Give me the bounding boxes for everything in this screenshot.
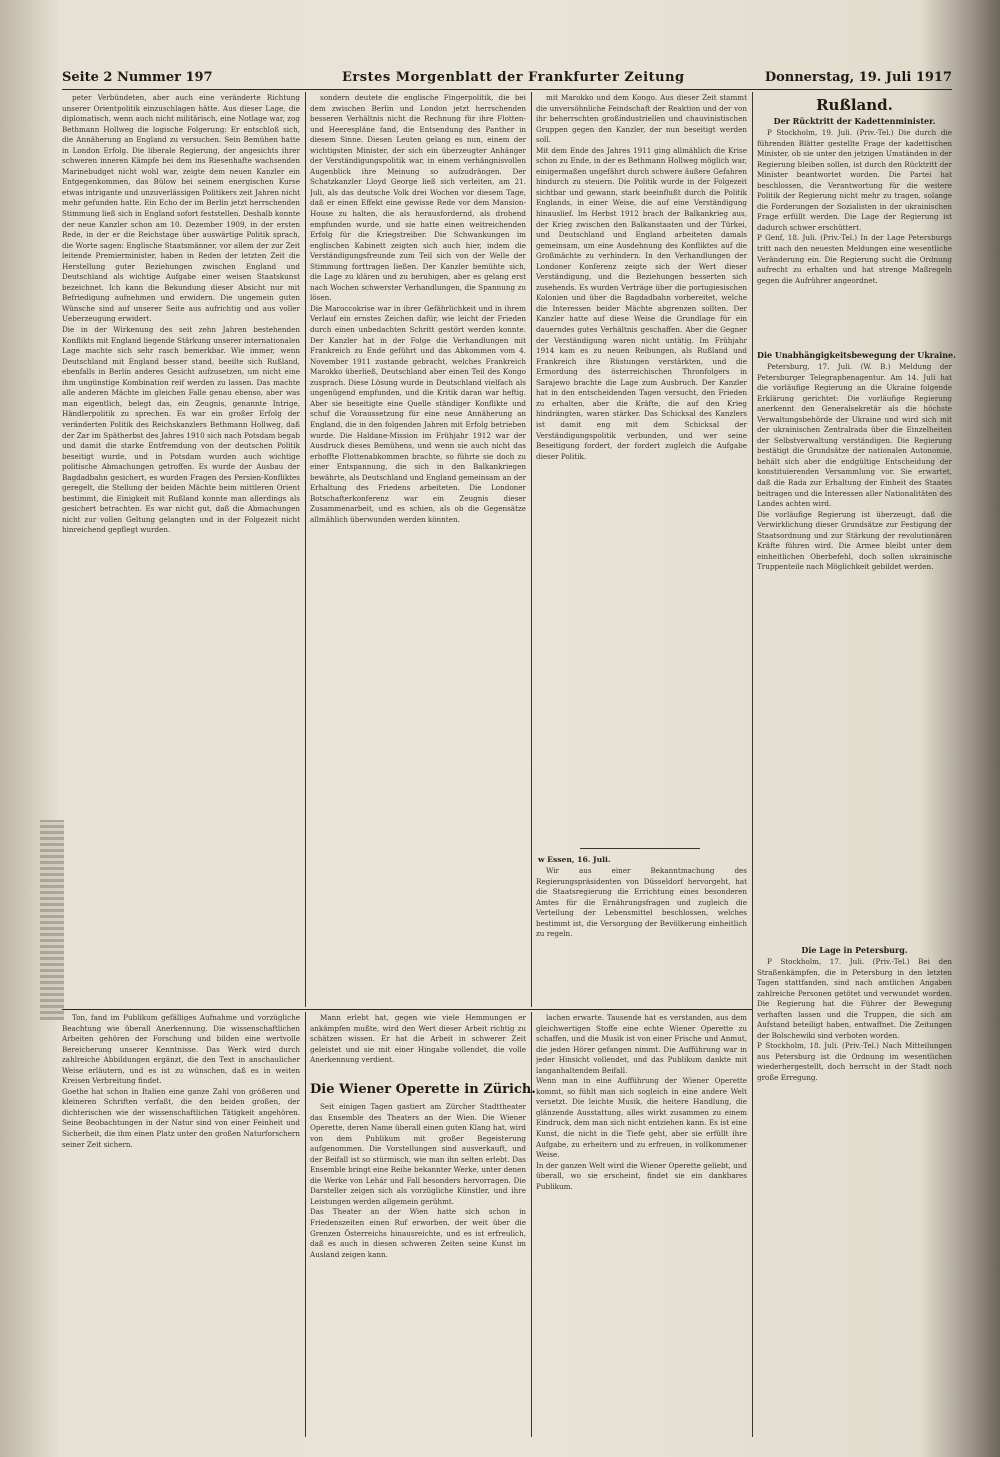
subheading-ukraine: Die Unabhängigkeitsbewegung der Ukraine. xyxy=(757,350,956,360)
article-column-2 xyxy=(310,93,526,1005)
news-item-ukraine xyxy=(757,362,952,937)
article-text: mit Marokko und dem Kongo. Aus dieser Zeit stammt die unversöhnliche Feindschaft der Reaktion und der von ihr beherrschten großindustriellen und chauvinistischen Gruppen gegen den Kanzler, der nun beseitigt werden soll. Mit dem Ende des Jahres 1911 ging allmählich die Krise schon zu Ende, in der es Bethmann Hollweg möglich war, einigermaßen ungefährt durch schwere äußere Gefahren hindurch zu steuern. Die Politik wurde in der Folgezeit sichtbar und gewann, stark beeinflußt durch die Politik Englands, in einer Weise, die auf eine Verständigung hinauslief. Im Herbst 1912 brach der Balkankrieg aus, der Krieg zwischen den Balkanstaaten und der Türkei, und Deutschland und England arbeiteten damals gemeinsam, um eine Ausdehnung des Konfliktes auf die Großmächte zu verhindern. In den Verhandlungen der Londoner Konferenz zeigte sich der Wert dieser Verständigung, und die Beziehungen besserten sich zusehends. Es wurden Verträge über die portugiesischen Kolonien und über die Bagdadbahn vorbereitet, welche die Interessen beider Mächte abgrenzen sollten. Der Kanzler hatte auf diese Weise die Grundlage für ein dauerndes gutes Verhältnis geschaffen. Aber die Gegner der Verständigung waren nicht untätig. Im Frühjahr 1914 kam es zu neuen Reibungen, als Rußland und Frankreich ihre Rüstungen verstärkten, und die Ermordung des österreichischen Thronfolgers in Sarajewo brachte die Lage zum Ausbruch. Der Kanzler hat in den entscheidenden Tagen versucht, den Frieden zu erhalten, aber die Kräfte, die auf den Krieg hindrängten, waren stärker. Das Schicksal des Kanzlers ist damit eng mit dem Schicksal der Verständigungspolitik verbunden, und wer seine Beseitigung fordert, der fordert zugleich die Aufgabe dieser Politik. xyxy=(536,93,747,461)
article-text: peter Verbündeten, aber auch eine veränderte Richtung unserer Orientpolitik einzuschlagen hätte. Aus dieser Lage, die diplomatisch, wenn auch nicht militärisch, eine Notlage war, zog Bethmann Hollweg die logische Folgerung: Er entschloß sich, die Annäherung an England zu versuchen. Sein Bemühen hatte in London Erfolg. Die liberale Regierung, der angesichts ihrer schweren inneren Kämpfe bei dem ins Riesenhafte wachsenden Marinebudget nicht wohl war, zeigte dem neuen Kanzler ein Entgegenkommen, das Bülow bei seinem energischen Kurse etwas intrigante und unzuverlässigen Politikers zeit Jahren nicht mehr gefunden hatte. Ein Echo der im Berlin jetzt herrschenden Stimmung ließ sich in England sofort feststellen. Deshalb konnte der neue Kanzler schon am 10. Dezember 1909, in der ersten Rede, in der er die Reichstage über auswärtige Politik sprach, die Worte sagen: Englische Staatsmänner, vor allem der zur Zeit leitende Premierminister, haben in Reden der letzten Zeit die Herstellung guter Beziehungen zwischen England und Deutschland als wichtige Aufgabe einer weisen Staatskunst bezeichnet. Ich kann die Bekundung dieser Absicht nur mit Befriedigung aufnehmen und erwidern. Die ungemein guten Wünsche sind auf unserer Seite aus aufrichtig und aus voller Ueberzeugung erwidert. Die in der Wirkenung des seit zehn Jahren bestehenden Konflikts mit England liegende Stärkung unserer internationalen Lage machte sich sehr rasch bemerkbar. Wie immer, wenn Deutschland mit England besser stand, beeilte sich Rußland, ebenfalls in Berlin anderes Gesicht aufzusetzen, um nicht eine ihm ungünstige Kombination reif werden zu lassen. Das machte alle anderen Mächte im gleichen Falle genau ebenso, aber was man eigentlich, belegt das, ein Zeugnis, genannte Intrige, Händlerpolitik zu sprechen. Es war ein großer Erfolg der veränderten Politik des Reichskanzlers Bethmann Hollweg, daß der Zar im Spätherbst des Jahres 1910 sich nach Potsdam begab und damit die starke Entfremdung von der deutschen Politik beseitigt wurde, und in Potsdam wurden auch wichtige politische Abmachungen getroffen. Es wurde der Ausbau der Bagdadbahn gesichert, es wurden Fragen des Persien-Konfliktes geregelt, die Stellung der beiden Mächte beim mittleren Orient bestimmt, die Einigkeit mit Rußland konnte man allerdings als gesichert betrachten. Es war nicht gut, daß die Abmachungen nicht zur vollen Geltung gelangten und in der Folgezeit nicht hinreichend gepflegt wurden. xyxy=(62,93,300,535)
article-text: Mann erlebt hat, gegen wie viele Hemmungen er ankämpfen mußte, wird den Wert dieser Arbeit richtig zu schätzen wissen. Er hat die Arbeit in schwerer Zeit geleistet und sie mit einer Hingabe vollendet, die volle Anerkennung verdient. xyxy=(310,1013,526,1065)
operetta-title: Die Wiener Operette in Zürich. xyxy=(310,1082,536,1097)
binding-edge xyxy=(0,0,58,1457)
column-divider xyxy=(531,1012,532,1437)
article-text: P Stockholm, 19. Juli. (Priv.-Tel.) Die durch die führenden Blätter gestellte Frage der kadettischen Minister, ob sie unter den jetzigen Umständen in der Regierung bleiben sollen, ist durch den Rücktritt der Minister beantwortet worden. Die Partei hat beschlossen, die Verantwortung für die weitere Politik der Regierung nicht mehr zu tragen, solange die Forderungen der Sozialisten in der ukrainischen Frage erfüllt werden. Die Lage der Regierung ist dadurch schwer erschüttert. P Genf, 18. Juli. (Priv.-Tel.) In der Lage Petersburgs tritt nach den neuesten Meldungen eine wesentliche Veränderung ein. Die Regierung sucht die Ordnung aufrecht zu erhalten und hat strenge Maßregeln gegen die Aufrührer angeordnet. xyxy=(757,128,952,285)
column-divider xyxy=(305,1012,306,1437)
article-text: lachen erwarte. Tausende hat es verstanden, aus dem gleichwertigen Stoffe eine echte Wiener Operette zu schaffen, und die Musik ist von einer Frische und Anmut, die jeden Hörer gefangen nimmt. Die Aufführung war in jeder Hinsicht vollendet, und das Publikum dankte mit langanhaltendem Beifall. Wenn man in eine Aufführung der Wiener Operette kommt, so fühlt man sich sogleich in eine andere Welt versetzt. Die leichte Musik, die heitere Handlung, die glänzende Ausstattung, alles wirkt zusammen zu einem Eindruck, dem man sich nicht entziehen kann. Es ist eine Kunst, die nicht in die Tiefe geht, aber sie erfüllt ihre Aufgabe, zu erheitern und zu erfreuen, in vollkommener Weise. In der ganzen Welt wird die Wiener Operette geliebt, und überall, wo sie erscheint, findet sie ein dankbares Publikum. xyxy=(536,1013,747,1191)
article-text: Wir aus einer Bekanntmachung des Regierungspräsidenten von Düsseldorf hervorgeht, hat die Staatsregierung die Errichtung eines besonderen Amtes für die Ernährungsfragen und zugleich die Verteilung der Lebensmittel beschlossen, welches bestimmt ist, die Versorgung der Bevölkerung einheitlich zu regeln. xyxy=(536,866,747,939)
article-column-1 xyxy=(62,93,300,1005)
page-number: Seite 2 Nummer 197 xyxy=(62,70,213,85)
column-divider xyxy=(752,92,753,1437)
news-item-cadet-ministers xyxy=(757,128,952,343)
article-column-3 xyxy=(536,93,747,845)
column-divider xyxy=(305,92,306,1007)
article-text: P Stockholm, 17. Juli. (Priv.-Tel.) Bei den Straßenkämpfen, die in Petersburg in den letzten Tagen stattfanden, sind nach amtlichen Angaben zahlreiche Personen getötet und verwundet worden. Die Regierung hat die Führer der Bewegung verhaften lassen und die Truppen, die sich am Aufstand beteiligt haben, entwaffnet. Die Zeitungen der Bolschewiki sind verboten worden. P Stockholm, 18. Juli. (Priv.-Tel.) Nach Mitteilungen aus Petersburg ist die Ordnung im wesentlichen wiederhergestellt, doch herrscht in der Stadt noch große Erregung. xyxy=(757,957,952,1083)
feuilleton-column-1 xyxy=(62,1013,300,1435)
paper-stain xyxy=(40,820,64,1020)
dateline-essen: w Essen, 16. Juli. xyxy=(538,855,611,864)
issue-date: Donnerstag, 19. Juli 1917 xyxy=(764,70,952,85)
operetta-review xyxy=(310,1102,526,1435)
column-divider xyxy=(531,92,532,1007)
article-text: Seit einigen Tagen gastiert am Zürcher Stadttheater das Ensemble des Theaters an der Wien. Die Wiener Operette, deren Name überall einen guten Klang hat, wird von dem Publikum mit großer Begeisterung aufgenommen. Die Vorstellungen sind ausverkauft, und der Beifall ist so stürmisch, wie man ihn selten erlebt. Das Ensemble bringt eine Reihe bekannter Werke, unter denen die Werke von Lehár und Fall besonders hervorragen. Die Darsteller zeigen sich als vorzügliche Künstler, und ihre Leistungen werden allgemein gerühmt. Das Theater an der Wien hatte sich schon in Friedenszeiten einen Ruf erworben, der weit über die Grenzen Österreichs hinausreichte, und es ist erfreulich, daß es auch in diesen schweren Zeiten seine Kunst im Ausland zeigen kann. xyxy=(310,1102,526,1259)
subheading-petersburg: Die Lage in Petersburg. xyxy=(801,945,908,955)
page-header xyxy=(62,66,952,88)
news-item-essen xyxy=(536,866,747,1006)
article-separator xyxy=(580,848,700,849)
article-text: Ton, fand im Publikum gefälliges Aufnahme und vorzügliche Beachtung wie überall Anerkennung. Die wissenschaftlichen Arbeiten gehören der Forschung und bilden eine wertvolle Bereicherung unserer Kenntnisse. Das Werk wird durch zahlreiche Abbildungen ergänzt, die den Text in anschaulicher Weise erläutern, und es ist zu wünschen, daß es in weiten Kreisen Verbreitung findet. Goethe hat schon in Italien eine ganze Zahl von größeren und kleineren Schriften verfaßt, die den beiden großen, der dichterischen wie der wissenschaftlichen Tätigkeit angehören. Seine Beobachtungen in der Natur sind von einer Feinheit und Sicherheit, die ihm einen Platz unter den großen Naturforschern seiner Zeit sichern. xyxy=(62,1013,300,1149)
masthead: Erstes Morgenblatt der Frankfurter Zeitung xyxy=(342,70,685,85)
subheading-cadet-ministers: Der Rücktritt der Kadettenminister. xyxy=(773,116,936,126)
feuilleton-column-2-top xyxy=(310,1013,526,1075)
article-text: Petersburg, 17. Juli. (W. B.) Meldung der Petersburger Telegraphenagentur. Am 14. Juli hat die vorläufige Regierung an die Ukraine folgende Erklärung gerichtet: Die vorläufige Regierung anerkennt den Generalsekretär als die höchste Verwaltungsbehörde der Ukraine und wird sich mit der ukrainischen Zentralrada über die Einzelheiten der Selbstverwaltung verständigen. Die Regierung bestätigt die Grundsätze der nationalen Autonomie, behält sich aber die endgültige Entscheidung der konstituierenden Versammlung vor. Sie erwartet, daß die Rada zur Erhaltung der Einheit des Staates beitragen und die Interessen aller Nationalitäten des Landes achten wird. Die vorläufige Regierung ist überzeugt, daß die Verwirklichung dieser Grundsätze zur Festigung der Staatsordnung und zur Stärkung der revolutionären Kräfte führen wird. Die Armee bleibt unter dem einheitlichen Oberbefehl, doch sollen ukrainische Truppenteile nach Möglichkeit gebildet werden. xyxy=(757,362,952,572)
news-item-petersburg xyxy=(757,957,952,1435)
feuilleton-column-3 xyxy=(536,1013,747,1435)
header-rule xyxy=(62,89,952,90)
article-text: sondern deutete die englische Fingerpolitik, die bei dem zwischen Berlin und London jetzt herrschenden besseren Verhältnis nicht die Rechnung für ihre Flotten- und Heerespläne fand, die Entsendung des Panther in diesem Sinne. Diesen Leuten gelang es nun, einem der wichtigsten Minister, der sich ein überzeugter Anhänger der Verständigungspolitik war, in einem verhängnisvollen Augenblick ihre Meinung so aufzudrängen. Der Schatzkanzler Lloyd George ließ sich verleiten, am 21. Juli, als das deutsche Volk drei Wochen vor diesem Tage, daß er einen Effekt eine gewisse Rede vor dem Mansion-House zu halten, die als herausfordernd, als drohend empfunden wurde, und sie hatte einen weitreichenden Erfolg für die Kriegstreiber. Die Schwankungen im englischen Kabinett zeigten sich auch hier, indem die Verständigungsfreunde zum Teil sich von der Welle der Stimmung forttragen ließen. Der Kanzler bemühte sich, die Lage zu klären und zu beruhigen, aber es gelang erst nach Wochen schwerster Verhandlungen, die Spannung zu lösen. Die Maroccokrise war in ihrer Gefährlichkeit und in ihrem Verlauf ein ernstes Zeichen dafür, wie leicht der Frieden durch einen unbedachten Schritt gestört werden konnte. Der Kanzler hat in der Folge die Verhandlungen mit Frankreich zu Ende geführt und das Abkommen vom 4. November 1911 zustande gebracht, welches Frankreich Marokko überließ, Deutschland aber einen Teil des Kongo zusprach. Diese Lösung wurde in Deutschland vielfach als ungenügend empfunden, und die Kritik daran war heftig. Aber sie beseitigte eine Quelle ständiger Konflikte und schuf die Voraussetzung für eine neue Annäherung an England, die in den folgenden Jahren mit Erfolg betrieben wurde. Die Haldane-Mission im Frühjahr 1912 war der Ausdruck dieses Bemühens, und wenn sie auch nicht das erhoffte Flottenabkommen brachte, so führte sie doch zu einer Entspannung, die sich in den Balkankriegen bewährte, als Deutschland und England gemeinsam an der Erhaltung des Friedens arbeiteten. Die Londoner Botschafterkonferenz war ein Zeugnis dieser Zusammenarbeit, und es schien, als ob die Gegensätze allmählich überwunden werden könnten. xyxy=(310,93,526,524)
section-title-russia: Rußland. xyxy=(816,96,893,114)
feuilleton-rule xyxy=(62,1009,752,1010)
